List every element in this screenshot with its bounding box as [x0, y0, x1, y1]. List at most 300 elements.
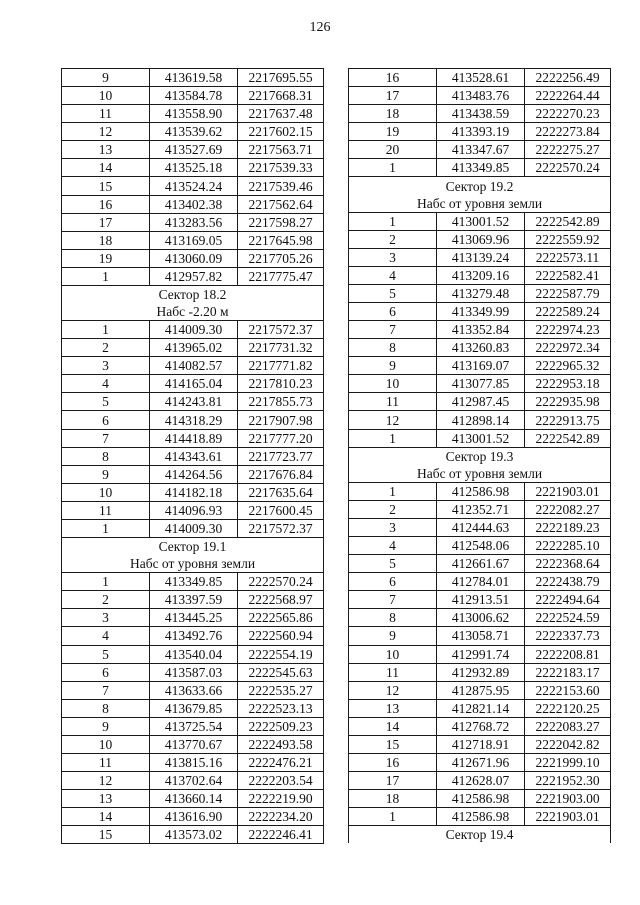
table-row	[349, 482, 611, 500]
point-number-cell: 5	[349, 555, 437, 573]
point-number-cell: 14	[62, 159, 150, 177]
x-coordinate-cell: 412875.95	[437, 681, 525, 699]
table-body	[349, 69, 611, 844]
table-row	[62, 465, 324, 483]
point-number-cell: 10	[62, 87, 150, 105]
point-number-cell: 17	[349, 772, 437, 790]
y-coordinate-cell: 2221903.01	[525, 808, 611, 826]
table-row	[349, 393, 611, 411]
x-coordinate-cell: 414009.30	[150, 321, 238, 339]
point-number-cell: 11	[62, 105, 150, 123]
y-coordinate-cell: 2222573.11	[525, 248, 611, 266]
x-coordinate-cell: 413524.24	[150, 177, 238, 195]
point-number-cell: 3	[349, 518, 437, 536]
point-number-cell: 3	[62, 357, 150, 375]
point-number-cell: 1	[349, 159, 437, 177]
table-row	[349, 735, 611, 753]
sector-subtitle: Набс от уровня земли	[349, 195, 611, 213]
table-row	[62, 357, 324, 375]
point-number-cell: 6	[62, 663, 150, 681]
point-number-cell: 17	[62, 213, 150, 231]
y-coordinate-cell: 2217600.45	[238, 501, 324, 519]
y-coordinate-cell: 2222523.13	[238, 699, 324, 717]
x-coordinate-cell: 413702.64	[150, 772, 238, 790]
point-number-cell: 15	[349, 735, 437, 753]
point-number-cell: 2	[349, 230, 437, 248]
point-number-cell: 5	[349, 284, 437, 302]
table-row	[62, 123, 324, 141]
sector-title-row	[349, 447, 611, 465]
table-row	[349, 284, 611, 302]
x-coordinate-cell: 413584.78	[150, 87, 238, 105]
y-coordinate-cell: 2222368.64	[525, 555, 611, 573]
table-row	[62, 69, 324, 87]
y-coordinate-cell: 2222438.79	[525, 573, 611, 591]
table-row	[62, 339, 324, 357]
point-number-cell: 4	[62, 375, 150, 393]
table-row	[349, 573, 611, 591]
table-row	[349, 159, 611, 177]
table-body	[62, 69, 324, 844]
x-coordinate-cell: 413283.56	[150, 213, 238, 231]
x-coordinate-cell: 413209.16	[437, 266, 525, 284]
x-coordinate-cell: 412718.91	[437, 735, 525, 753]
table-row	[349, 339, 611, 357]
y-coordinate-cell: 2217723.77	[238, 447, 324, 465]
x-coordinate-cell: 413587.03	[150, 663, 238, 681]
point-number-cell: 4	[349, 266, 437, 284]
y-coordinate-cell: 2222570.24	[525, 159, 611, 177]
y-coordinate-cell: 2222570.24	[238, 573, 324, 591]
x-coordinate-cell: 412548.06	[437, 537, 525, 555]
point-number-cell: 9	[62, 69, 150, 87]
table-row	[62, 393, 324, 411]
x-coordinate-cell: 412991.74	[437, 645, 525, 663]
x-coordinate-cell: 412352.71	[437, 500, 525, 518]
table-row	[62, 213, 324, 231]
x-coordinate-cell: 413169.07	[437, 357, 525, 375]
x-coordinate-cell: 412913.51	[437, 591, 525, 609]
table-row	[349, 790, 611, 808]
table-row	[349, 357, 611, 375]
x-coordinate-cell: 413139.24	[437, 248, 525, 266]
x-coordinate-cell: 413260.83	[437, 339, 525, 357]
sector-subtitle: Набс -2.20 м	[62, 303, 324, 321]
x-coordinate-cell: 413679.85	[150, 699, 238, 717]
table-row	[62, 519, 324, 537]
point-number-cell: 13	[62, 141, 150, 159]
x-coordinate-cell: 413169.05	[150, 231, 238, 249]
sector-title-row	[349, 177, 611, 195]
y-coordinate-cell: 2217777.20	[238, 429, 324, 447]
point-number-cell: 1	[349, 212, 437, 230]
point-number-cell: 11	[62, 501, 150, 519]
point-number-cell: 13	[349, 699, 437, 717]
x-coordinate-cell: 412671.96	[437, 753, 525, 771]
point-number-cell: 16	[349, 753, 437, 771]
x-coordinate-cell: 412932.89	[437, 663, 525, 681]
y-coordinate-cell: 2222524.59	[525, 609, 611, 627]
x-coordinate-cell: 414264.56	[150, 465, 238, 483]
point-number-cell: 9	[62, 717, 150, 735]
point-number-cell: 1	[62, 519, 150, 537]
table-row	[62, 87, 324, 105]
y-coordinate-cell: 2217572.37	[238, 321, 324, 339]
table-row	[349, 141, 611, 159]
point-number-cell: 10	[62, 735, 150, 753]
x-coordinate-cell: 413077.85	[437, 375, 525, 393]
point-number-cell: 8	[62, 447, 150, 465]
x-coordinate-cell: 413347.67	[437, 141, 525, 159]
point-number-cell: 12	[349, 681, 437, 699]
point-number-cell: 1	[349, 808, 437, 826]
y-coordinate-cell: 2217668.31	[238, 87, 324, 105]
sector-title-row	[62, 538, 324, 556]
x-coordinate-cell: 413402.38	[150, 195, 238, 213]
x-coordinate-cell: 413001.52	[437, 212, 525, 230]
point-number-cell: 1	[62, 321, 150, 339]
y-coordinate-cell: 2222082.27	[525, 500, 611, 518]
table-row	[349, 248, 611, 266]
point-number-cell: 18	[62, 231, 150, 249]
y-coordinate-cell: 2222264.44	[525, 87, 611, 105]
table-row	[349, 808, 611, 826]
y-coordinate-cell: 2222560.94	[238, 627, 324, 645]
y-coordinate-cell: 2222542.89	[525, 429, 611, 447]
point-number-cell: 7	[349, 591, 437, 609]
point-number-cell: 4	[62, 627, 150, 645]
table-row	[62, 141, 324, 159]
point-number-cell: 6	[349, 303, 437, 321]
x-coordinate-cell: 413725.54	[150, 717, 238, 735]
table-row	[349, 105, 611, 123]
x-coordinate-cell: 413616.90	[150, 808, 238, 826]
point-number-cell: 12	[62, 772, 150, 790]
x-coordinate-cell: 413006.62	[437, 609, 525, 627]
x-coordinate-cell: 413058.71	[437, 627, 525, 645]
table-row	[349, 772, 611, 790]
y-coordinate-cell: 2222972.34	[525, 339, 611, 357]
point-number-cell: 1	[349, 429, 437, 447]
y-coordinate-cell: 2217635.64	[238, 483, 324, 501]
y-coordinate-cell: 2222153.60	[525, 681, 611, 699]
table-row	[62, 591, 324, 609]
point-number-cell: 12	[62, 123, 150, 141]
x-coordinate-cell: 412628.07	[437, 772, 525, 790]
table-row	[62, 627, 324, 645]
point-number-cell: 10	[349, 645, 437, 663]
y-coordinate-cell: 2217562.64	[238, 195, 324, 213]
x-coordinate-cell: 414082.57	[150, 357, 238, 375]
table-row	[349, 627, 611, 645]
table-row	[62, 609, 324, 627]
y-coordinate-cell: 2222203.54	[238, 772, 324, 790]
y-coordinate-cell: 2222554.19	[238, 645, 324, 663]
table-row	[62, 447, 324, 465]
x-coordinate-cell: 412784.01	[437, 573, 525, 591]
x-coordinate-cell: 413815.16	[150, 753, 238, 771]
y-coordinate-cell: 2222582.41	[525, 266, 611, 284]
point-number-cell: 16	[62, 195, 150, 213]
point-number-cell: 19	[62, 249, 150, 267]
table-row	[349, 87, 611, 105]
y-coordinate-cell: 2217645.98	[238, 231, 324, 249]
x-coordinate-cell: 413349.85	[437, 159, 525, 177]
point-number-cell: 6	[62, 411, 150, 429]
point-number-cell: 3	[62, 609, 150, 627]
point-number-cell: 11	[62, 753, 150, 771]
y-coordinate-cell: 2217572.37	[238, 519, 324, 537]
table-row	[349, 753, 611, 771]
x-coordinate-cell: 413770.67	[150, 735, 238, 753]
x-coordinate-cell: 413573.02	[150, 826, 238, 844]
sector-subtitle-row	[349, 465, 611, 483]
y-coordinate-cell: 2222535.27	[238, 681, 324, 699]
point-number-cell: 6	[349, 573, 437, 591]
y-coordinate-cell: 2217695.55	[238, 69, 324, 87]
table-row	[62, 681, 324, 699]
x-coordinate-cell: 413352.84	[437, 321, 525, 339]
table-row	[62, 808, 324, 826]
y-coordinate-cell: 2217637.48	[238, 105, 324, 123]
point-number-cell: 4	[349, 537, 437, 555]
x-coordinate-cell: 414096.93	[150, 501, 238, 519]
table-row	[349, 663, 611, 681]
sector-subtitle: Набс от уровня земли	[62, 555, 324, 573]
y-coordinate-cell: 2217602.15	[238, 123, 324, 141]
point-number-cell: 7	[62, 429, 150, 447]
y-coordinate-cell: 2222219.90	[238, 790, 324, 808]
y-coordinate-cell: 2222208.81	[525, 645, 611, 663]
x-coordinate-cell: 412987.45	[437, 393, 525, 411]
y-coordinate-cell: 2217771.82	[238, 357, 324, 375]
y-coordinate-cell: 2221952.30	[525, 772, 611, 790]
table-row	[349, 555, 611, 573]
x-coordinate-cell: 413528.61	[437, 69, 525, 87]
sector-subtitle: Набс от уровня земли	[349, 465, 611, 483]
table-row	[62, 735, 324, 753]
table-row	[349, 609, 611, 627]
table-row	[62, 249, 324, 267]
table-row	[349, 321, 611, 339]
point-number-cell: 1	[349, 482, 437, 500]
point-number-cell: 16	[349, 69, 437, 87]
table-row	[349, 69, 611, 87]
y-coordinate-cell: 2222270.23	[525, 105, 611, 123]
point-number-cell: 14	[349, 717, 437, 735]
table-row	[62, 699, 324, 717]
x-coordinate-cell: 413349.99	[437, 303, 525, 321]
point-number-cell: 2	[349, 500, 437, 518]
table-row	[349, 411, 611, 429]
page-number: 126	[309, 20, 331, 35]
table-row	[62, 375, 324, 393]
y-coordinate-cell: 2217907.98	[238, 411, 324, 429]
x-coordinate-cell: 414418.89	[150, 429, 238, 447]
x-coordinate-cell: 412768.72	[437, 717, 525, 735]
x-coordinate-cell: 413438.59	[437, 105, 525, 123]
x-coordinate-cell: 412444.63	[437, 518, 525, 536]
table-row	[349, 212, 611, 230]
point-number-cell: 10	[62, 483, 150, 501]
y-coordinate-cell: 2217539.33	[238, 159, 324, 177]
table-row	[349, 717, 611, 735]
point-number-cell: 2	[62, 339, 150, 357]
table-row	[62, 105, 324, 123]
table-row	[62, 429, 324, 447]
table-row	[349, 699, 611, 717]
y-coordinate-cell: 2222965.32	[525, 357, 611, 375]
y-coordinate-cell: 2217731.32	[238, 339, 324, 357]
table-row	[62, 772, 324, 790]
point-number-cell: 7	[349, 321, 437, 339]
x-coordinate-cell: 413060.09	[150, 249, 238, 267]
y-coordinate-cell: 2217676.84	[238, 465, 324, 483]
y-coordinate-cell: 2222565.86	[238, 609, 324, 627]
table-row	[349, 123, 611, 141]
table-row	[62, 267, 324, 285]
x-coordinate-cell: 412586.98	[437, 790, 525, 808]
y-coordinate-cell: 2217598.27	[238, 213, 324, 231]
point-number-cell: 8	[62, 699, 150, 717]
x-coordinate-cell: 413660.14	[150, 790, 238, 808]
y-coordinate-cell: 2222275.27	[525, 141, 611, 159]
point-number-cell: 3	[349, 248, 437, 266]
point-number-cell: 8	[349, 609, 437, 627]
coordinates-table-right	[348, 68, 611, 843]
table-row	[62, 321, 324, 339]
point-number-cell: 10	[349, 375, 437, 393]
y-coordinate-cell: 2222476.21	[238, 753, 324, 771]
table-row	[349, 500, 611, 518]
x-coordinate-cell: 414343.61	[150, 447, 238, 465]
y-coordinate-cell: 2222494.64	[525, 591, 611, 609]
table-row	[62, 411, 324, 429]
point-number-cell: 7	[62, 681, 150, 699]
table-row	[62, 195, 324, 213]
point-number-cell: 17	[349, 87, 437, 105]
point-number-cell: 9	[62, 465, 150, 483]
x-coordinate-cell: 412586.98	[437, 482, 525, 500]
x-coordinate-cell: 413619.58	[150, 69, 238, 87]
y-coordinate-cell: 2222568.97	[238, 591, 324, 609]
point-number-cell: 9	[349, 627, 437, 645]
table-row	[349, 266, 611, 284]
point-number-cell: 1	[62, 267, 150, 285]
x-coordinate-cell: 412661.67	[437, 555, 525, 573]
table-row	[349, 681, 611, 699]
y-coordinate-cell: 2222509.23	[238, 717, 324, 735]
y-coordinate-cell: 2217705.26	[238, 249, 324, 267]
sector-subtitle-row	[349, 195, 611, 213]
x-coordinate-cell: 414318.29	[150, 411, 238, 429]
sector-subtitle-row	[62, 555, 324, 573]
point-number-cell: 14	[62, 808, 150, 826]
x-coordinate-cell: 413001.52	[437, 429, 525, 447]
table-row	[349, 429, 611, 447]
sector-title: Сектор 19.1	[62, 538, 324, 556]
y-coordinate-cell: 2222935.98	[525, 393, 611, 411]
x-coordinate-cell: 413397.59	[150, 591, 238, 609]
x-coordinate-cell: 413492.76	[150, 627, 238, 645]
point-number-cell: 18	[349, 790, 437, 808]
y-coordinate-cell: 2222246.41	[238, 826, 324, 844]
point-number-cell: 11	[349, 393, 437, 411]
table-row	[62, 717, 324, 735]
x-coordinate-cell: 412821.14	[437, 699, 525, 717]
y-coordinate-cell: 2222042.82	[525, 735, 611, 753]
y-coordinate-cell: 2217810.23	[238, 375, 324, 393]
y-coordinate-cell: 2222256.49	[525, 69, 611, 87]
x-coordinate-cell: 413069.96	[437, 230, 525, 248]
point-number-cell: 5	[62, 393, 150, 411]
x-coordinate-cell: 414165.04	[150, 375, 238, 393]
y-coordinate-cell: 2222120.25	[525, 699, 611, 717]
table-row	[349, 303, 611, 321]
x-coordinate-cell: 414009.30	[150, 519, 238, 537]
y-coordinate-cell: 2217539.46	[238, 177, 324, 195]
y-coordinate-cell: 2222974.23	[525, 321, 611, 339]
y-coordinate-cell: 2221999.10	[525, 753, 611, 771]
point-number-cell: 20	[349, 141, 437, 159]
y-coordinate-cell: 2217563.71	[238, 141, 324, 159]
table-row	[62, 231, 324, 249]
table-row	[62, 501, 324, 519]
y-coordinate-cell: 2221903.01	[525, 482, 611, 500]
coordinates-table-left	[61, 68, 324, 844]
x-coordinate-cell: 413279.48	[437, 284, 525, 302]
y-coordinate-cell: 2221903.00	[525, 790, 611, 808]
table-row	[349, 537, 611, 555]
table-row	[62, 753, 324, 771]
y-coordinate-cell: 2222589.24	[525, 303, 611, 321]
point-number-cell: 15	[62, 826, 150, 844]
y-coordinate-cell: 2222913.75	[525, 411, 611, 429]
sector-title-row	[62, 285, 324, 303]
point-number-cell: 18	[349, 105, 437, 123]
x-coordinate-cell: 413633.66	[150, 681, 238, 699]
point-number-cell: 2	[62, 591, 150, 609]
sector-title: Сектор 19.4	[349, 826, 611, 844]
y-coordinate-cell: 2222337.73	[525, 627, 611, 645]
x-coordinate-cell: 413965.02	[150, 339, 238, 357]
x-coordinate-cell: 413539.62	[150, 123, 238, 141]
y-coordinate-cell: 2222234.20	[238, 808, 324, 826]
table-row	[62, 177, 324, 195]
x-coordinate-cell: 413349.85	[150, 573, 238, 591]
point-number-cell: 8	[349, 339, 437, 357]
table-row	[62, 663, 324, 681]
table-row	[62, 790, 324, 808]
x-coordinate-cell: 413558.90	[150, 105, 238, 123]
table-row	[349, 645, 611, 663]
point-number-cell: 15	[62, 177, 150, 195]
x-coordinate-cell: 414182.18	[150, 483, 238, 501]
table-row	[349, 518, 611, 536]
table-row	[349, 375, 611, 393]
table-row	[62, 645, 324, 663]
table-row	[349, 591, 611, 609]
y-coordinate-cell: 2217775.47	[238, 267, 324, 285]
point-number-cell: 11	[349, 663, 437, 681]
sector-title: Сектор 19.2	[349, 177, 611, 195]
y-coordinate-cell: 2222587.79	[525, 284, 611, 302]
y-coordinate-cell: 2222189.23	[525, 518, 611, 536]
point-number-cell: 13	[62, 790, 150, 808]
y-coordinate-cell: 2217855.73	[238, 393, 324, 411]
x-coordinate-cell: 413393.19	[437, 123, 525, 141]
table-row	[62, 159, 324, 177]
